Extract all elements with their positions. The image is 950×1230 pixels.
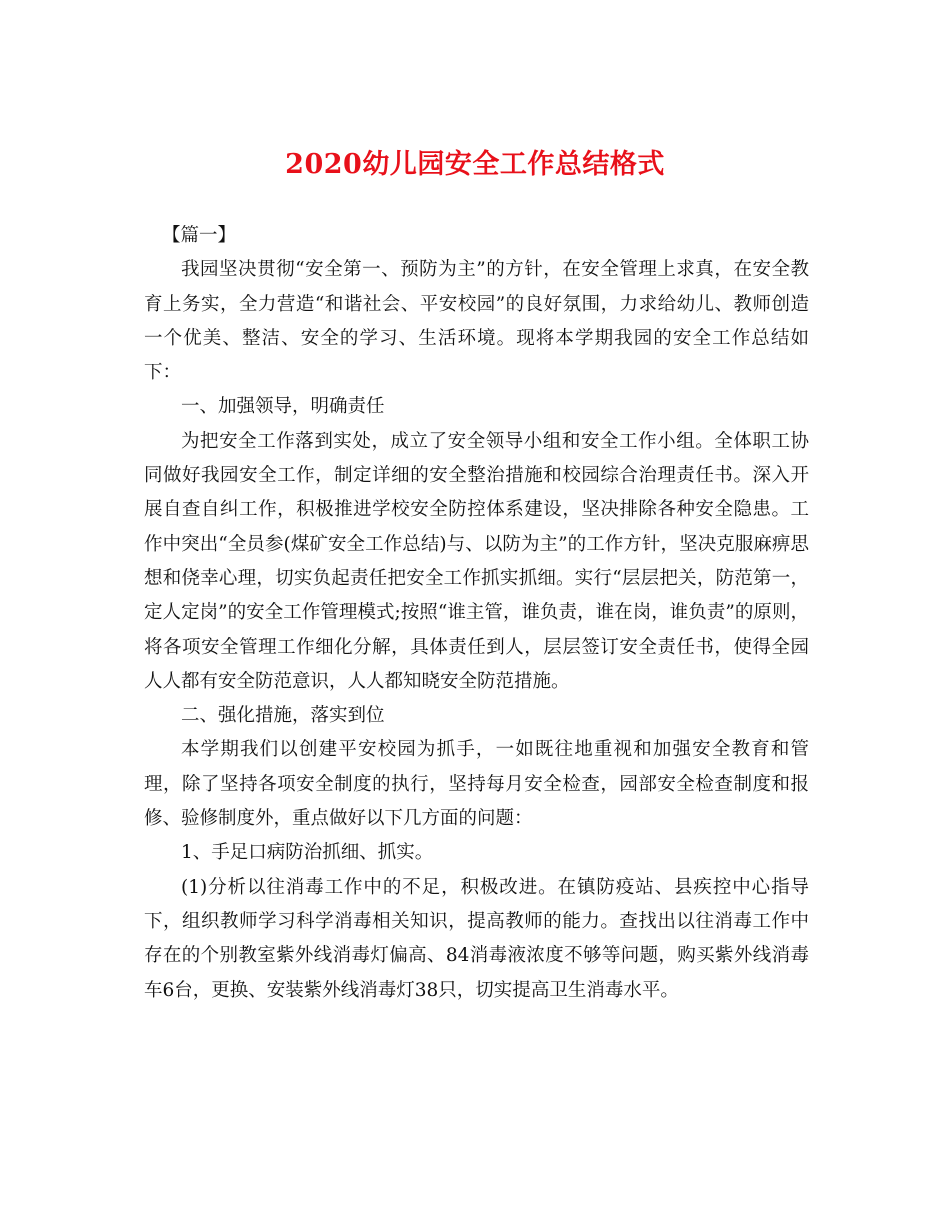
subheading-item-1: 1、手足口病防治抓细、抓实。 bbox=[181, 842, 434, 864]
section-label: 【篇一】 bbox=[162, 225, 237, 246]
heading-section-1: 一、加强领导，明确责任 bbox=[181, 396, 385, 418]
heading-section-2: 二、强化措施，落实到位 bbox=[181, 705, 385, 727]
document-title: 2020幼儿园安全工作总结格式 bbox=[285, 149, 665, 180]
paragraph-intro: 我园坚决贯彻“安全第一、预防为主”的方针，在安全管理上求真，在安全教育上务实，全力营造“和谐社会、平安校园”的良好氛围，力求给幼儿、教师创造一个优美、整洁、安全的学习、生活环境。现将本学期我园的安全工作总结如下： bbox=[144, 259, 809, 384]
paragraph-section-2: 本学期我们以创建平安校园为抓手，一如既往地重视和加强安全教育和管理，除了坚持各项安全制度的执行，坚持每月安全检查，园部安全检查制度和报修、验修制度外，重点做好以下几方面的问题： bbox=[144, 739, 809, 830]
paragraph-item-1-1: (1)分析以往消毒工作中的不足，积极改进。在镇防疫站、县疾控中心指导下，组织教师学习科学消毒相关知识，提高教师的能力。查找出以往消毒工作中存在的个别教室紫外线消毒灯偏高、84消毒液浓度不够等问题，购买紫外线消毒车6台，更换、安装紫外线消毒灯38只，切实提高卫生消毒水平。 bbox=[144, 876, 809, 1001]
document-body bbox=[144, 219, 809, 1008]
paragraph-section-1: 为把安全工作落到实处，成立了安全领导小组和安全工作小组。全体职工协同做好我园安全工作，制定详细的安全整治措施和校园综合治理责任书。深入开展自查自纠工作，积极推进学校安全防控体系建设，坚决排除各种安全隐患。工作中突出“全员参(煤矿安全工作总结)与、以防为主”的工作方针，坚决克服麻痹思想和侥幸心理，切实负起责任把安全工作抓实抓细。实行“层层把关，防范第一，定人定岗”的安全工作管理模式;按照“谁主管，谁负责，谁在岗，谁负责”的原则，将各项安全管理工作细化分解，具体责任到人，层层签订安全责任书，使得全园人人都有安全防范意识，人人都知晓安全防范措施。 bbox=[144, 430, 809, 692]
